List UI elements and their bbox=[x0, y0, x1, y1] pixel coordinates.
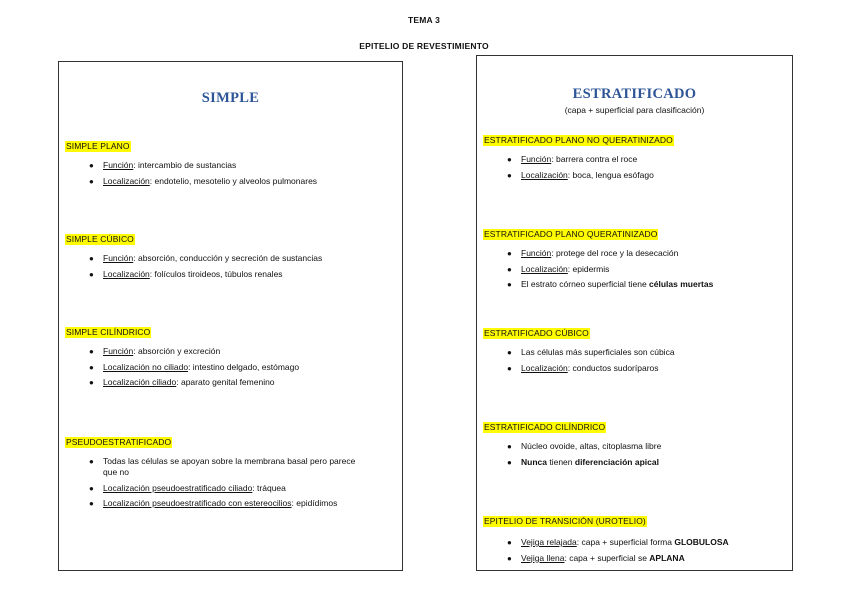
bullet-icon: ● bbox=[507, 363, 512, 373]
list-item bbox=[483, 264, 786, 275]
funcion-text: : absorción y excreción bbox=[133, 346, 221, 356]
tienen-text: tienen bbox=[546, 456, 575, 467]
bullet-icon: ● bbox=[89, 161, 94, 170]
simple-plano-heading: SIMPLE PLANO bbox=[66, 141, 130, 151]
funcion-text: : barrera contra el roce bbox=[551, 154, 638, 164]
list-item bbox=[483, 279, 786, 290]
list-item bbox=[65, 160, 396, 171]
localizacion-text: : conductos sudoríparos bbox=[567, 362, 659, 373]
pseudo-description: Todas las células se apoyan sobre la membrana basal pero parece que no bbox=[103, 456, 356, 477]
simple-cubico-section bbox=[65, 229, 396, 280]
bullet-icon: ● bbox=[89, 457, 94, 466]
list-item bbox=[483, 553, 786, 564]
funcion-text: : protege del roce y la desecación bbox=[551, 248, 679, 258]
celulas-muertas-text: células muertas bbox=[649, 279, 714, 289]
simple-cilindrico-heading: SIMPLE CILÍNDRICO bbox=[66, 327, 151, 337]
localizacion-ciliado-label: Localización ciliado bbox=[103, 377, 177, 387]
localizacion-label: Localización bbox=[103, 175, 150, 186]
list-item bbox=[483, 248, 786, 259]
localizacion-text: : endotelio, mesotelio y alveolos pulmonares bbox=[149, 175, 318, 186]
estratificado-cubico-heading: ESTRATIFICADO CÚBICO bbox=[484, 328, 589, 338]
simple-plano-section bbox=[65, 136, 396, 187]
list-item bbox=[65, 176, 396, 187]
localizacion-label: Localización bbox=[521, 362, 568, 373]
list-item bbox=[483, 154, 786, 165]
localizacion-text: : folículos tiroideos, túbulos renales bbox=[149, 268, 283, 279]
vejiga-llena-text: : capa + superficial se bbox=[564, 552, 650, 563]
localizacion-ciliado-label: Localización pseudoestratificado ciliado bbox=[103, 482, 253, 493]
vejiga-llena-label: Vejiga llena bbox=[521, 552, 565, 563]
localizacion-text: : epidermis bbox=[567, 263, 610, 274]
localizacion-ciliado-text: : aparato genital femenino bbox=[176, 377, 275, 387]
estratificado-subtitle: (capa + superficial para clasificación) bbox=[564, 105, 705, 115]
estratificado-box bbox=[476, 55, 793, 571]
globulosa-text: GLOBULOSA bbox=[674, 537, 729, 547]
list-item bbox=[483, 457, 786, 468]
funcion-label: Función bbox=[103, 253, 134, 263]
list-item bbox=[65, 269, 396, 280]
list-item bbox=[65, 253, 396, 264]
estratificado-cilindrico-section bbox=[483, 417, 786, 468]
funcion-text: : intercambio de sustancias bbox=[133, 160, 237, 170]
bullet-icon: ● bbox=[507, 170, 512, 180]
bullet-icon: ● bbox=[89, 378, 94, 387]
funcion-label: Función bbox=[103, 346, 134, 356]
bullet-icon: ● bbox=[507, 348, 512, 357]
localizacion-label: Localización bbox=[103, 268, 150, 279]
bullet-icon: ● bbox=[89, 499, 94, 508]
list-item bbox=[483, 441, 786, 452]
no-queratinizado-section bbox=[483, 130, 786, 181]
simple-cubico-heading: SIMPLE CÚBICO bbox=[66, 234, 134, 244]
localizacion-text: : boca, lengua esófago bbox=[567, 169, 654, 180]
bullet-icon: ● bbox=[89, 254, 94, 263]
bullet-icon: ● bbox=[507, 538, 512, 547]
transicion-section bbox=[483, 511, 786, 564]
bullet-icon: ● bbox=[89, 269, 94, 279]
estratificado-title: ESTRATIFICADO bbox=[572, 86, 697, 102]
bullet-icon: ● bbox=[507, 249, 512, 258]
list-item bbox=[65, 456, 365, 478]
bullet-icon: ● bbox=[89, 362, 94, 372]
funcion-text: : absorción, conducción y secreción de sustancias bbox=[133, 253, 323, 263]
bullet-icon: ● bbox=[89, 483, 94, 493]
transicion-heading: EPITELIO DE TRANSICIÓN (UROTELIO) bbox=[484, 516, 646, 526]
aplana-text: APLANA bbox=[649, 552, 685, 563]
list-item bbox=[483, 363, 786, 374]
vejiga-relajada-label: Vejiga relajada bbox=[521, 537, 577, 547]
doc-tema: TEMA 3 bbox=[407, 15, 441, 25]
funcion-label: Función bbox=[521, 154, 552, 164]
localizacion-no-ciliado-label: Localización no ciliado bbox=[103, 361, 189, 372]
list-item bbox=[483, 537, 786, 548]
bullet-icon: ● bbox=[89, 347, 94, 356]
simple-title: SIMPLE bbox=[201, 90, 260, 106]
funcion-label: Función bbox=[521, 248, 552, 258]
simple-box bbox=[58, 61, 403, 571]
localizacion-estereocilios-text: : epidídimos bbox=[291, 498, 338, 508]
queratinizado-heading: ESTRATIFICADO PLANO QUERATINIZADO bbox=[484, 229, 658, 239]
bullet-icon: ● bbox=[507, 442, 512, 451]
list-item bbox=[65, 377, 396, 388]
estrato-corneo-text: El estrato córneo superficial tiene bbox=[521, 279, 650, 289]
doc-title: EPITELIO DE REVESTIMIENTO bbox=[359, 41, 489, 51]
localizacion-ciliado-text: : tráquea bbox=[252, 482, 286, 493]
list-item bbox=[65, 346, 396, 357]
nunca-text: Nunca bbox=[521, 456, 547, 467]
list-item bbox=[483, 170, 786, 181]
estratificado-cilindrico-heading: ESTRATIFICADO CILÍNDRICO bbox=[484, 422, 606, 432]
estratificado-cubico-section bbox=[483, 323, 786, 374]
bullet-icon: ● bbox=[89, 176, 94, 186]
bullet-icon: ● bbox=[507, 280, 512, 289]
list-item bbox=[483, 347, 786, 358]
cilindrico-description: Núcleo ovoide, altas, citoplasma libre bbox=[521, 441, 662, 451]
localizacion-estereocilios-label: Localización pseudoestratificado con estereocilios bbox=[103, 498, 292, 508]
localizacion-label: Localización bbox=[521, 169, 568, 180]
list-item bbox=[65, 483, 365, 494]
bullet-icon: ● bbox=[507, 553, 512, 563]
queratinizado-section bbox=[483, 224, 786, 290]
cubico-description: Las células más superficiales son cúbica bbox=[521, 347, 675, 357]
pseudoestratificado-section bbox=[65, 432, 396, 509]
list-item bbox=[65, 498, 365, 509]
bullet-icon: ● bbox=[507, 155, 512, 164]
bullet-icon: ● bbox=[507, 457, 512, 467]
localizacion-no-ciliado-text: : intestino delgado, estómago bbox=[188, 361, 300, 372]
vejiga-relajada-text: : capa + superficial forma bbox=[576, 537, 675, 547]
funcion-label: Función bbox=[103, 160, 134, 170]
simple-cilindrico-section bbox=[65, 322, 396, 388]
list-item bbox=[65, 362, 396, 373]
pseudoestratificado-heading: PSEUDOESTRATIFICADO bbox=[66, 437, 172, 447]
localizacion-label: Localización bbox=[521, 263, 568, 274]
diferenciacion-apical-text: diferenciación apical bbox=[574, 456, 659, 467]
no-queratinizado-heading: ESTRATIFICADO PLANO NO QUERATINIZADO bbox=[484, 135, 673, 145]
bullet-icon: ● bbox=[507, 264, 512, 274]
